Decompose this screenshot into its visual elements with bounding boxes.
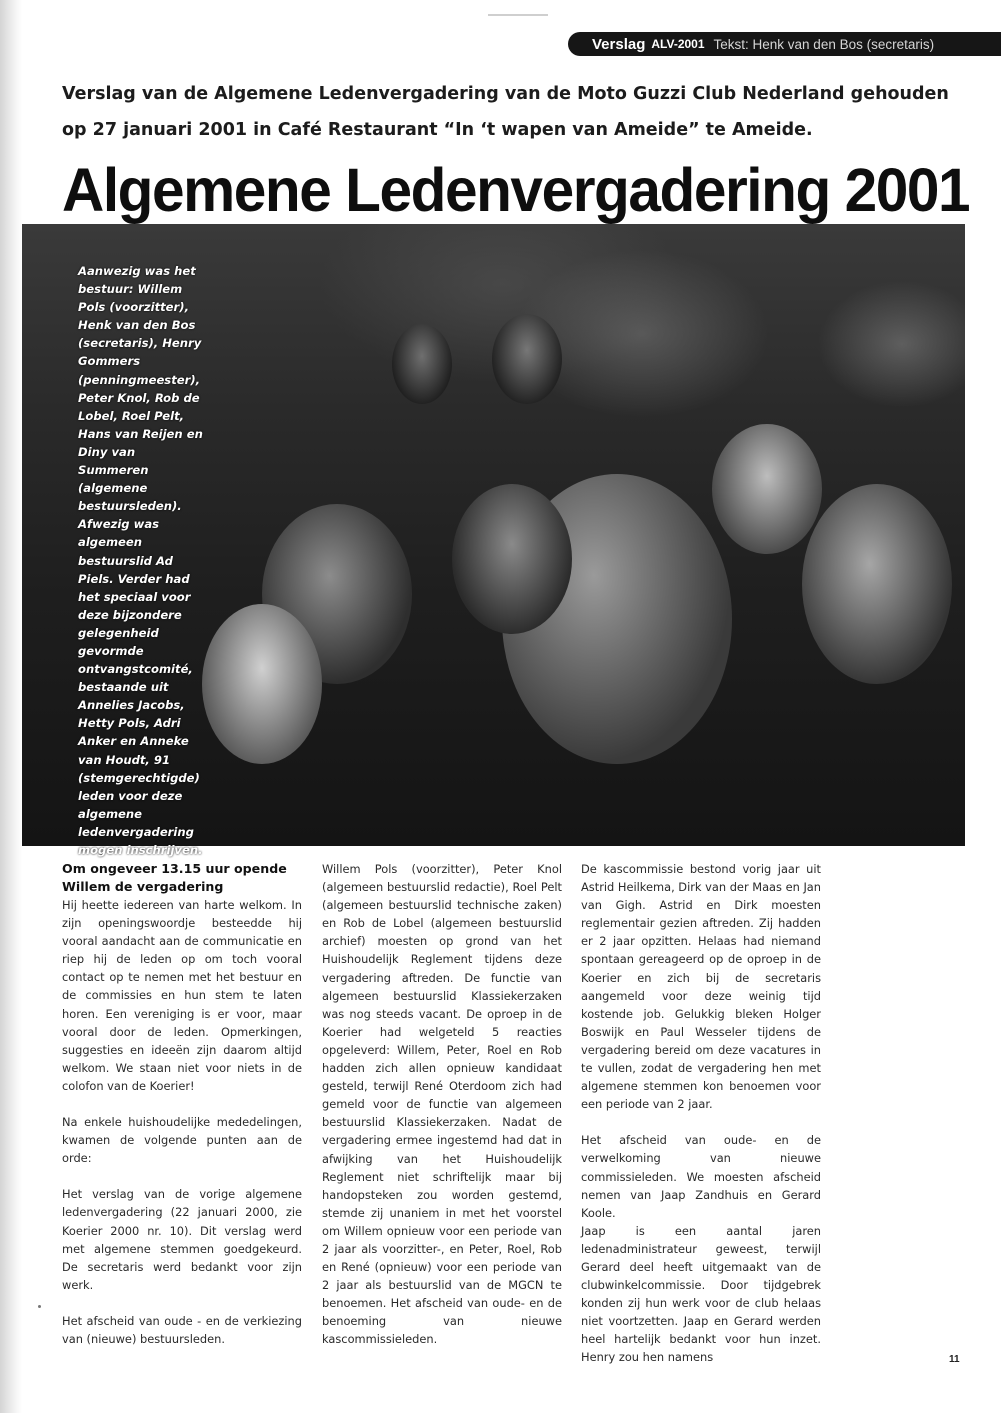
scan-speck — [38, 1305, 41, 1308]
meeting-photo — [22, 224, 965, 857]
page-number: 11 — [949, 1354, 960, 1365]
paragraph: De kascommissie bestond vorig jaar uit Astrid Heilkema, Dirk van der Maas en Jan van Gigh. Astrid en Dirk moesten reglementair gezien aftreden. Zij hadden er 2 jaar opzitten. Helaas had niemand spontaan gereageerd op de oproep in de Koerier en zich bij de secretaris aangemeld voor deze weinig tijd kostende job. Gelukkig bleken Holger Boswijk en Paul Wesseler tijdens de vergadering bereid om deze vacatures in te vullen, zodat de vergadering hen met algemene stemmen kon benoemen voor een periode van 2 jaar. — [581, 862, 821, 1112]
author-credit: Tekst: Henk van den Bos (secretaris) — [713, 36, 935, 52]
issue-label: ALV-2001 — [651, 37, 705, 51]
photo-figure — [712, 424, 822, 554]
photo-figure — [492, 314, 562, 404]
page-scan-edge — [0, 0, 22, 1413]
paragraph: Het afscheid van oude - en de verkiezing van (nieuwe) bestuursleden. — [62, 1313, 302, 1346]
paragraph: Het afscheid van oude- en de verwelkoming van nieuwe commissieleden. We moesten afscheid nemen van Jaap Zandhuis en Gerard Koole. — [581, 1133, 821, 1220]
top-rule — [488, 14, 548, 16]
paragraph: Jaap is een aantal jaren ledenadministrateur geweest, terwijl Gerard deel heeft uitgemaakt van de clubwinkelcommissie. Door tijdgebrek konden zij hun werk voor de club helaas niet voortzetten. Jaap en Gerard werden heel hartelijk bedankt voor hun inzet. Henry zou hen namens — [581, 1223, 821, 1365]
article-column-1 — [62, 860, 302, 1366]
paragraph: Het verslag van de vorige algemene ledenvergadering (22 januari 2000, zie Koerier 2000 nr. 10). Dit verslag werd met algemene stemmen goedgekeurd. De secretaris werd bedankt voor zijn werk. — [62, 1187, 302, 1292]
article-column-3 — [581, 860, 821, 1385]
photo-figure — [202, 604, 322, 764]
photo-figure — [802, 484, 952, 684]
headline: Algemene Ledenvergadering 2001 — [62, 156, 970, 224]
photo-figure — [392, 324, 452, 404]
paragraph: Na enkele huishoudelijke mededelingen, kwamen de volgende punten aan de orde: — [62, 1115, 302, 1166]
section-header-bar — [568, 32, 1001, 56]
photo-caption: Aanwezig was het bestuur: Willem Pols (voorzitter), Henk van den Bos (secretaris), Henry Gommers (penningmeester), Peter Knol, Rob de Lobel, Roel Pelt, Hans van Reijen en Diny van Summeren (algemene bestuursleden). Afwezig was algemeen bestuurslid Ad Piels. Verder had het speciaal voor deze bijzondere gelegenheid gevormde ontvangstcomité, bestaande uit Annelies Jacobs, Hetty Pols, Adri Anker en Anneke van Houdt, 91 (stemgerechtigde) leden voor deze algemene ledenvergadering mogen inschrijven. — [78, 264, 203, 857]
intro-text: Verslag van de Algemene Ledenvergadering van de Moto Guzzi Club Nederland gehouden op 27 januari 2001 in Café Restaurant “In ‘t wapen van Ameide” te Ameide. — [62, 84, 949, 140]
paragraph: Hij heette iedereen van harte welkom. In zijn openingswoordje besteedde hij vooral aandacht aan de communicatie en riep hij de leden op om toch vooral contact op te nemen met het bestuur en de commissies en hun stem te laten horen. Een vereniging is er voor, maar vooral door de leden. Opmerkingen, suggesties en ideeën zijn daarom altijd welkom. We staan niet voor niets in de colofon van de Koerier! — [62, 898, 302, 1093]
article-column-2 — [322, 860, 562, 1367]
paragraph: Willem Pols (voorzitter), Peter Knol (algemeen bestuurslid redactie), Roel Pelt (algemeen bestuurslid technische zaken) en Rob de Lobel (algemeen bestuurslid archief) moesten op grond van het Huishoudelijk Reglement tijdens deze vergadering aftreden. De functie van algemeen bestuurslid Klassiekerzaken was nog steeds vacant. De oproep in de Koerier had welgeteld 5 reacties opgeleverd: Willem, Peter, Roel en Rob hadden zich allen opnieuw kandidaat gesteld, terwijl René Oterdoom zich had gemeld voor de functie van algemeen bestuurslid Klassiekerzaken. Nadat de vergadering ermee ingestemd had dat in afwijking van het Huishoudelijk Reglement niet schriftelijk maar bij handopsteken zou worden gestemd, stemde zij unaniem in met het voorstel om Willem opnieuw voor een periode van 2 jaar als voorzitter-, en Peter, Roel, Rob en René (opnieuw) voor een periode van 2 jaar als bestuurslid van de MGCN te benoemen. Het afscheid van oude- en de benoeming van nieuwe kascommissieleden. — [322, 862, 562, 1347]
photo-figure — [452, 484, 572, 634]
section-label: Verslag — [592, 35, 646, 53]
column-heading: Om ongeveer 13.15 uur opende Willem de vergadering — [62, 861, 287, 894]
